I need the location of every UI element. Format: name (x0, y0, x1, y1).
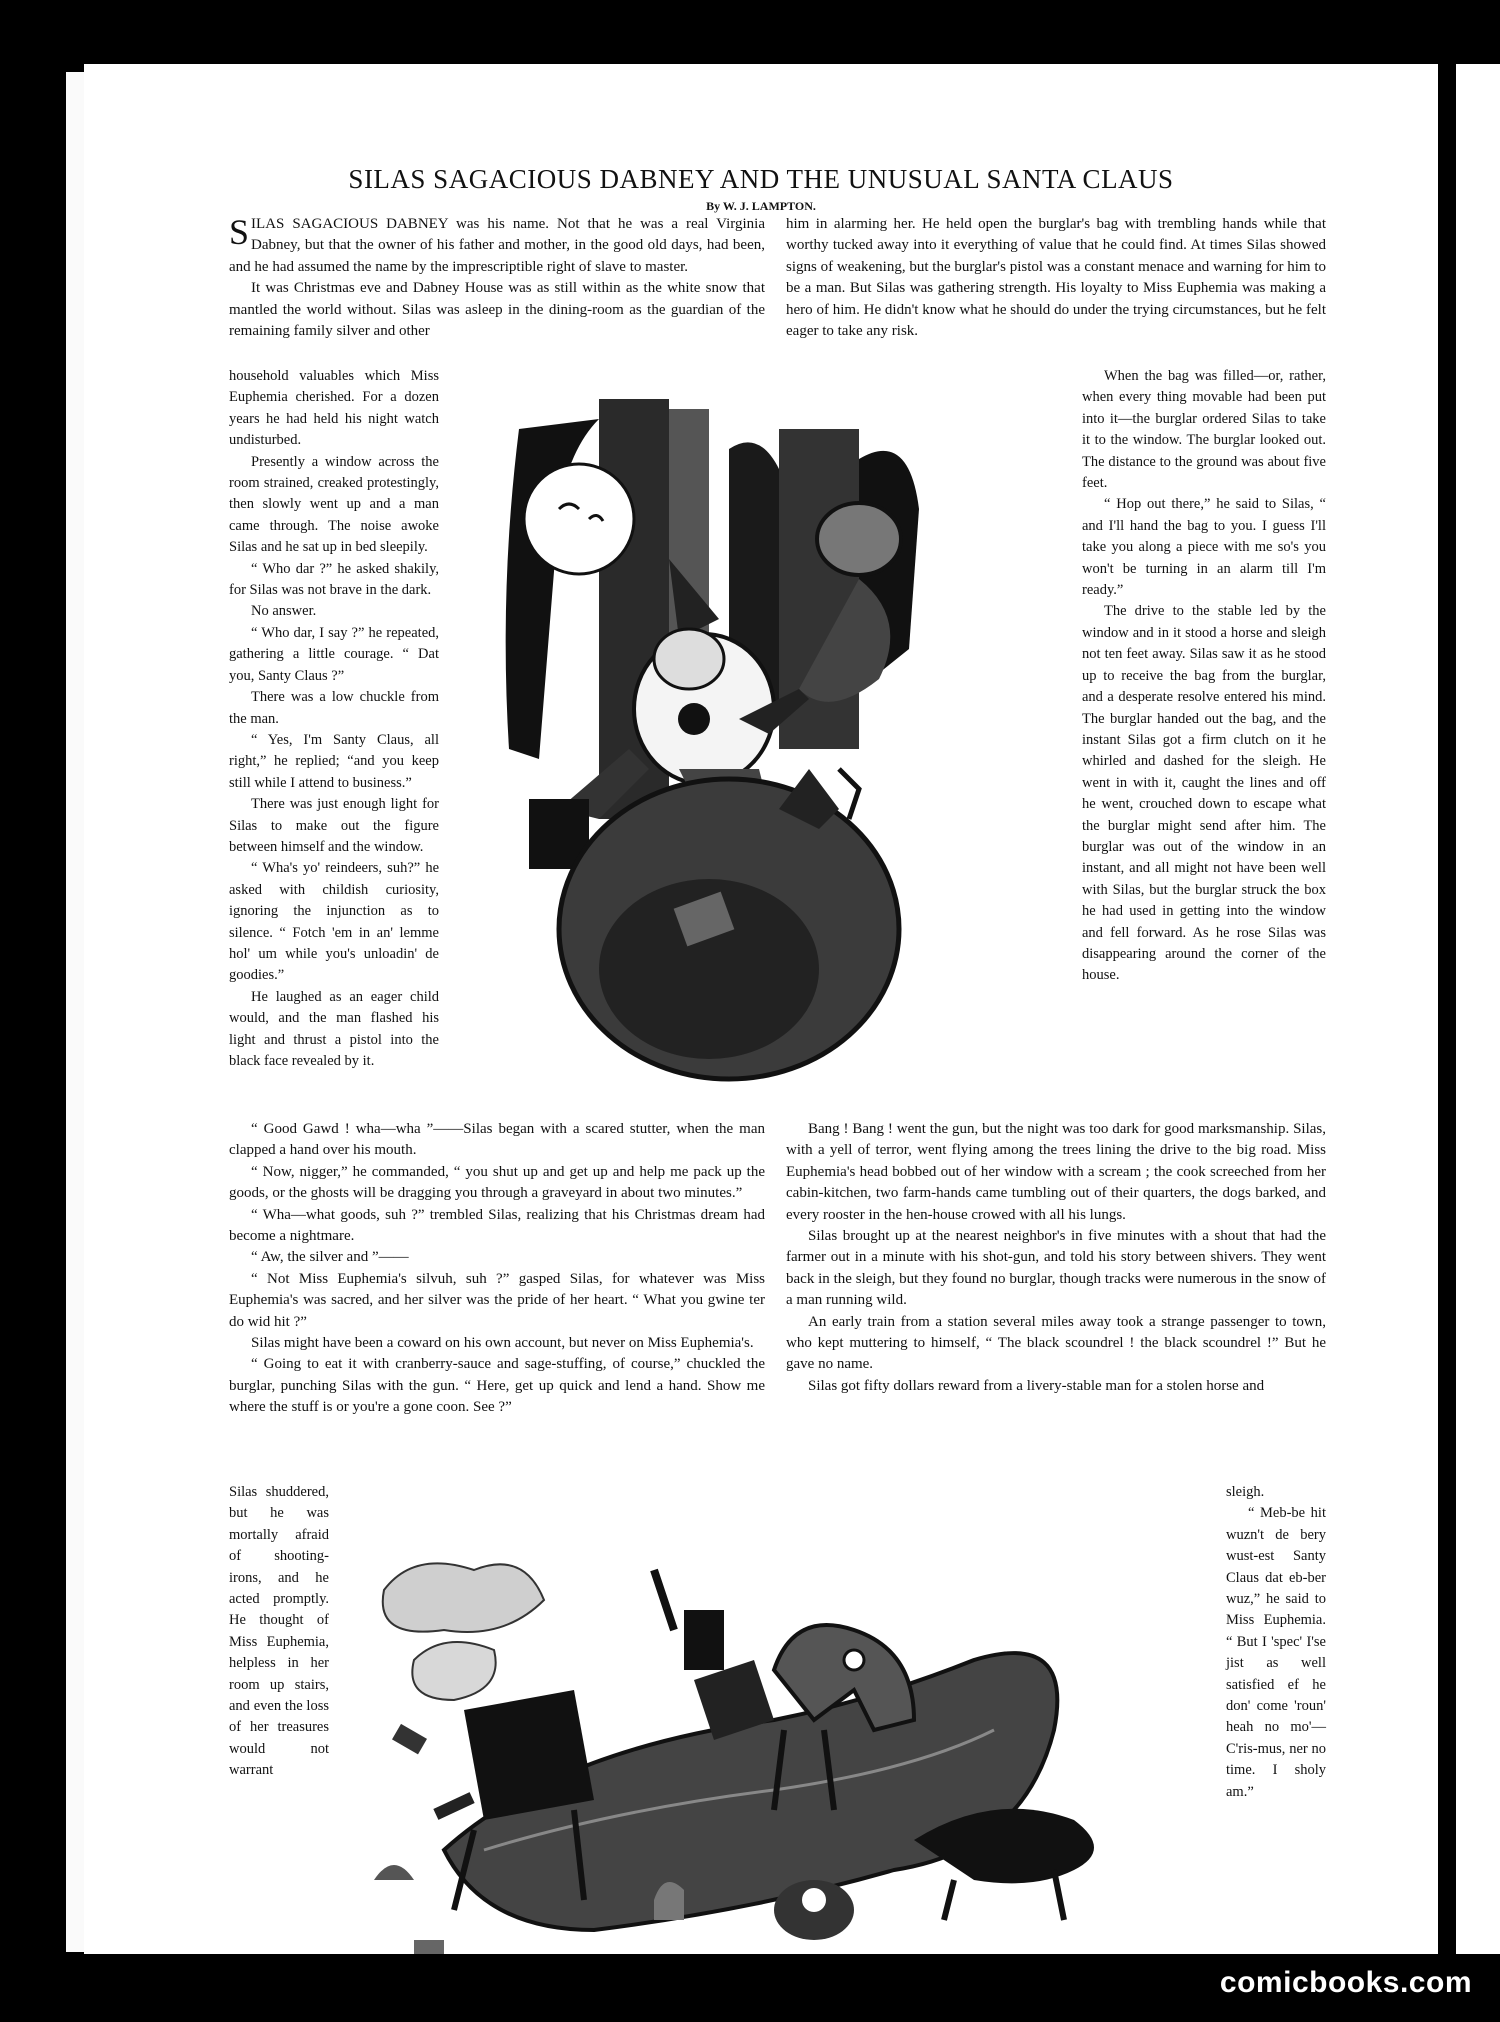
drop-cap: S (229, 212, 250, 252)
paragraph: “ Wha—what goods, suh ?” trembled Silas, realizing that his Christmas dream had become a nightmare. (229, 1206, 765, 1245)
article-byline: By W. J. LAMPTON. (706, 199, 816, 213)
paragraph: Silas got fifty dollars reward from a livery-stable man for a stolen horse and (808, 1377, 1265, 1394)
paragraph: No answer. (251, 603, 317, 620)
paragraph: household valuables which Miss Euphemia cherished. For a dozen years he had held his night watch undisturbed. (229, 368, 439, 449)
paragraph: “ Now, nigger,” he commanded, “ you shut up and get up and help me pack up the goods, or the ghosts will be dragging you through a graveyard in about two minutes.” (229, 1163, 765, 1202)
paragraph: “ Who dar ?” he asked shakily, for Silas was not brave in the dark. (229, 560, 439, 599)
sleigh-ride-illustration (354, 1550, 1234, 1970)
right-column-top (786, 214, 1326, 342)
paragraph: “ Wha's yo' reindeers, suh?” he asked with childish curiosity, ignoring the injunction as to silence. “ Fotch 'em in an' lemme hol' um while you's unloadin' de goodies.” (229, 860, 439, 984)
paragraph: “ Hop out there,” he said to Silas, “ and I'll hand the bag to you. I guess I'll take you along a piece with me so's you won't be turning in an alarm till I'm ready.” (1082, 496, 1326, 599)
left-column-top (229, 214, 765, 342)
paragraph: The drive to the stable led by the window and in it stood a horse and sleigh not ten feet away. Silas saw it as he stood up to receive the bag from the burglar, and a desperate resolve entered his mind. The burglar handed out the bag, and the instant Silas got a firm clutch on it he whirled and dashed for the sleigh. He went in with it, caught the lines and off he went, crouched down to escape what the burglar might send after him. The burglar was out of the window in an instant, and all might not have been well with Silas, but the burglar struck the box he had used in getting into the window and fell forward. As he rose Silas was disappearing around the corner of the house. (1082, 603, 1326, 984)
paragraph: An early train from a station several miles away took a strange passenger to town, who kept muttering to himself, “ The black scoundrel ! the black scoundrel !” But he gave no name. (786, 1313, 1326, 1373)
paragraph: SILAS SAGACIOUS DABNEY was his name. Not that he was a real Virginia Dabney, but that the owner of his father and mother, in the good old days, had been, and he had assumed the name by the imprescriptible right of slave to master. (229, 212, 765, 275)
paragraph: “ Meb-be hit wuzn't de bery wust-est Santy Claus dat eb-ber wuz,” he said to Miss Euphemia. “ But I 'spec' I'se jist as well satisfied ef he don' come 'roun' heah no mo'—C'ris-mus, ner no time. I sholy am.” (1226, 1505, 1326, 1800)
paragraph: sleigh. (1226, 1484, 1265, 1500)
paragraph: It was Christmas eve and Dabney House was as still within as the white snow that mantled the world without. Silas was asleep in the dining-room as the guardian of the remaining family silver and other (229, 280, 765, 340)
paragraph: He laughed as an eager child would, and the man flashed his light and thrust a pistol into the black face revealed by it. (229, 988, 439, 1069)
paragraph: “ Good Gawd ! wha—wha ”——Silas began with a scared stutter, when the man clapped a hand over his mouth. (229, 1121, 765, 1159)
site-watermark: comicbooks.com (1219, 1966, 1472, 1999)
paragraph: There was just enough light for Silas to make out the figure between himself and the window. (229, 796, 439, 855)
santa-burglar-illustration (479, 389, 1049, 1109)
paragraph: Silas brought up at the nearest neighbor's in five minutes with a shout that had the farmer out in a minute with his shot-gun, and told his story between shivers. They went back in the sleigh, but they found no burglar, though tracks were numerous in the snow of a man running wild. (786, 1228, 1326, 1309)
left-column-narrow (229, 366, 439, 1072)
right-column-bottom (1226, 1482, 1326, 1803)
paragraph: There was a low chuckle from the man. (229, 689, 439, 727)
paragraph: “ Yes, I'm Santy Claus, all right,” he replied; “and you keep still while I attend to business.” (229, 731, 439, 791)
paragraph: Presently a window across the room strained, creaked protestingly, then slowly went up and a man came through. The noise awoke Silas and he sat up in bed sleepily. (229, 453, 439, 556)
paragraph: “ Not Miss Euphemia's silvuh, suh ?” gasped Silas, for whatever was Miss Euphemia's was sacred, and her silver was the pride of her heart. “ What you gwine ter do wid hit ?” (229, 1270, 765, 1330)
paragraph: When the bag was filled—or, rather, when every thing movable had been put into it—the burglar ordered Silas to take it to the window. The burglar looked out. The distance to the ground was about five feet. (1082, 368, 1326, 492)
paragraph: Silas shuddered, but he was mortally afraid of shooting-irons, and he acted promptly. He thought of Miss Euphemia, helpless in her room up stairs, and even the loss of her treasures would not warrant (229, 1484, 329, 1779)
paragraph: Bang ! Bang ! went the gun, but the night was too dark for good marksmanship. Silas, with a yell of terror, went flying among the trees lining the drive to the big road. Miss Euphemia's head bobbed out of her window with a scream ; the cook screeched from her cabin-kitchen, two farm-hands came tumbling out of their quarters, the dogs barked, and every rooster in the hen-house crowed with all his lungs. (786, 1121, 1326, 1223)
left-column-mid (229, 1119, 765, 1419)
right-column-mid (786, 1119, 1326, 1397)
magazine-page (84, 64, 1438, 1954)
next-page-edge (1456, 64, 1500, 1954)
paragraph: “ Aw, the silver and ”—— (251, 1249, 409, 1266)
paragraph: “ Going to eat it with cranberry-sauce and sage-stuffing, of course,” chuckled the burglar, punching Silas with the gun. “ Here, get up quick and lend a hand. Show me where the stuff is or you're a gone coon. See ?” (229, 1356, 765, 1416)
paragraph: Silas might have been a coward on his own account, but never on Miss Euphemia's. (251, 1335, 754, 1352)
article-title: SILAS SAGACIOUS DABNEY AND THE UNUSUAL SANTA CLAUS (348, 164, 1174, 194)
paragraph: “ Who dar, I say ?” he repeated, gathering a little courage. “ Dat you, Santy Claus ?” (229, 624, 439, 684)
paragraph: him in alarming her. He held open the burglar's bag with trembling hands while that worthy tucked away into it everything of value that he could find. At times Silas showed signs of weakening, but the burglar's pistol was a constant menace and warning for him to be a man. But Silas was gathering strength. His loyalty to Miss Euphemia was making a hero of him. He didn't know what he should do under the trying circumstances, but he felt eager to take any risk. (786, 216, 1326, 340)
right-column-narrow (1082, 366, 1326, 987)
left-column-bottom (229, 1482, 329, 1782)
